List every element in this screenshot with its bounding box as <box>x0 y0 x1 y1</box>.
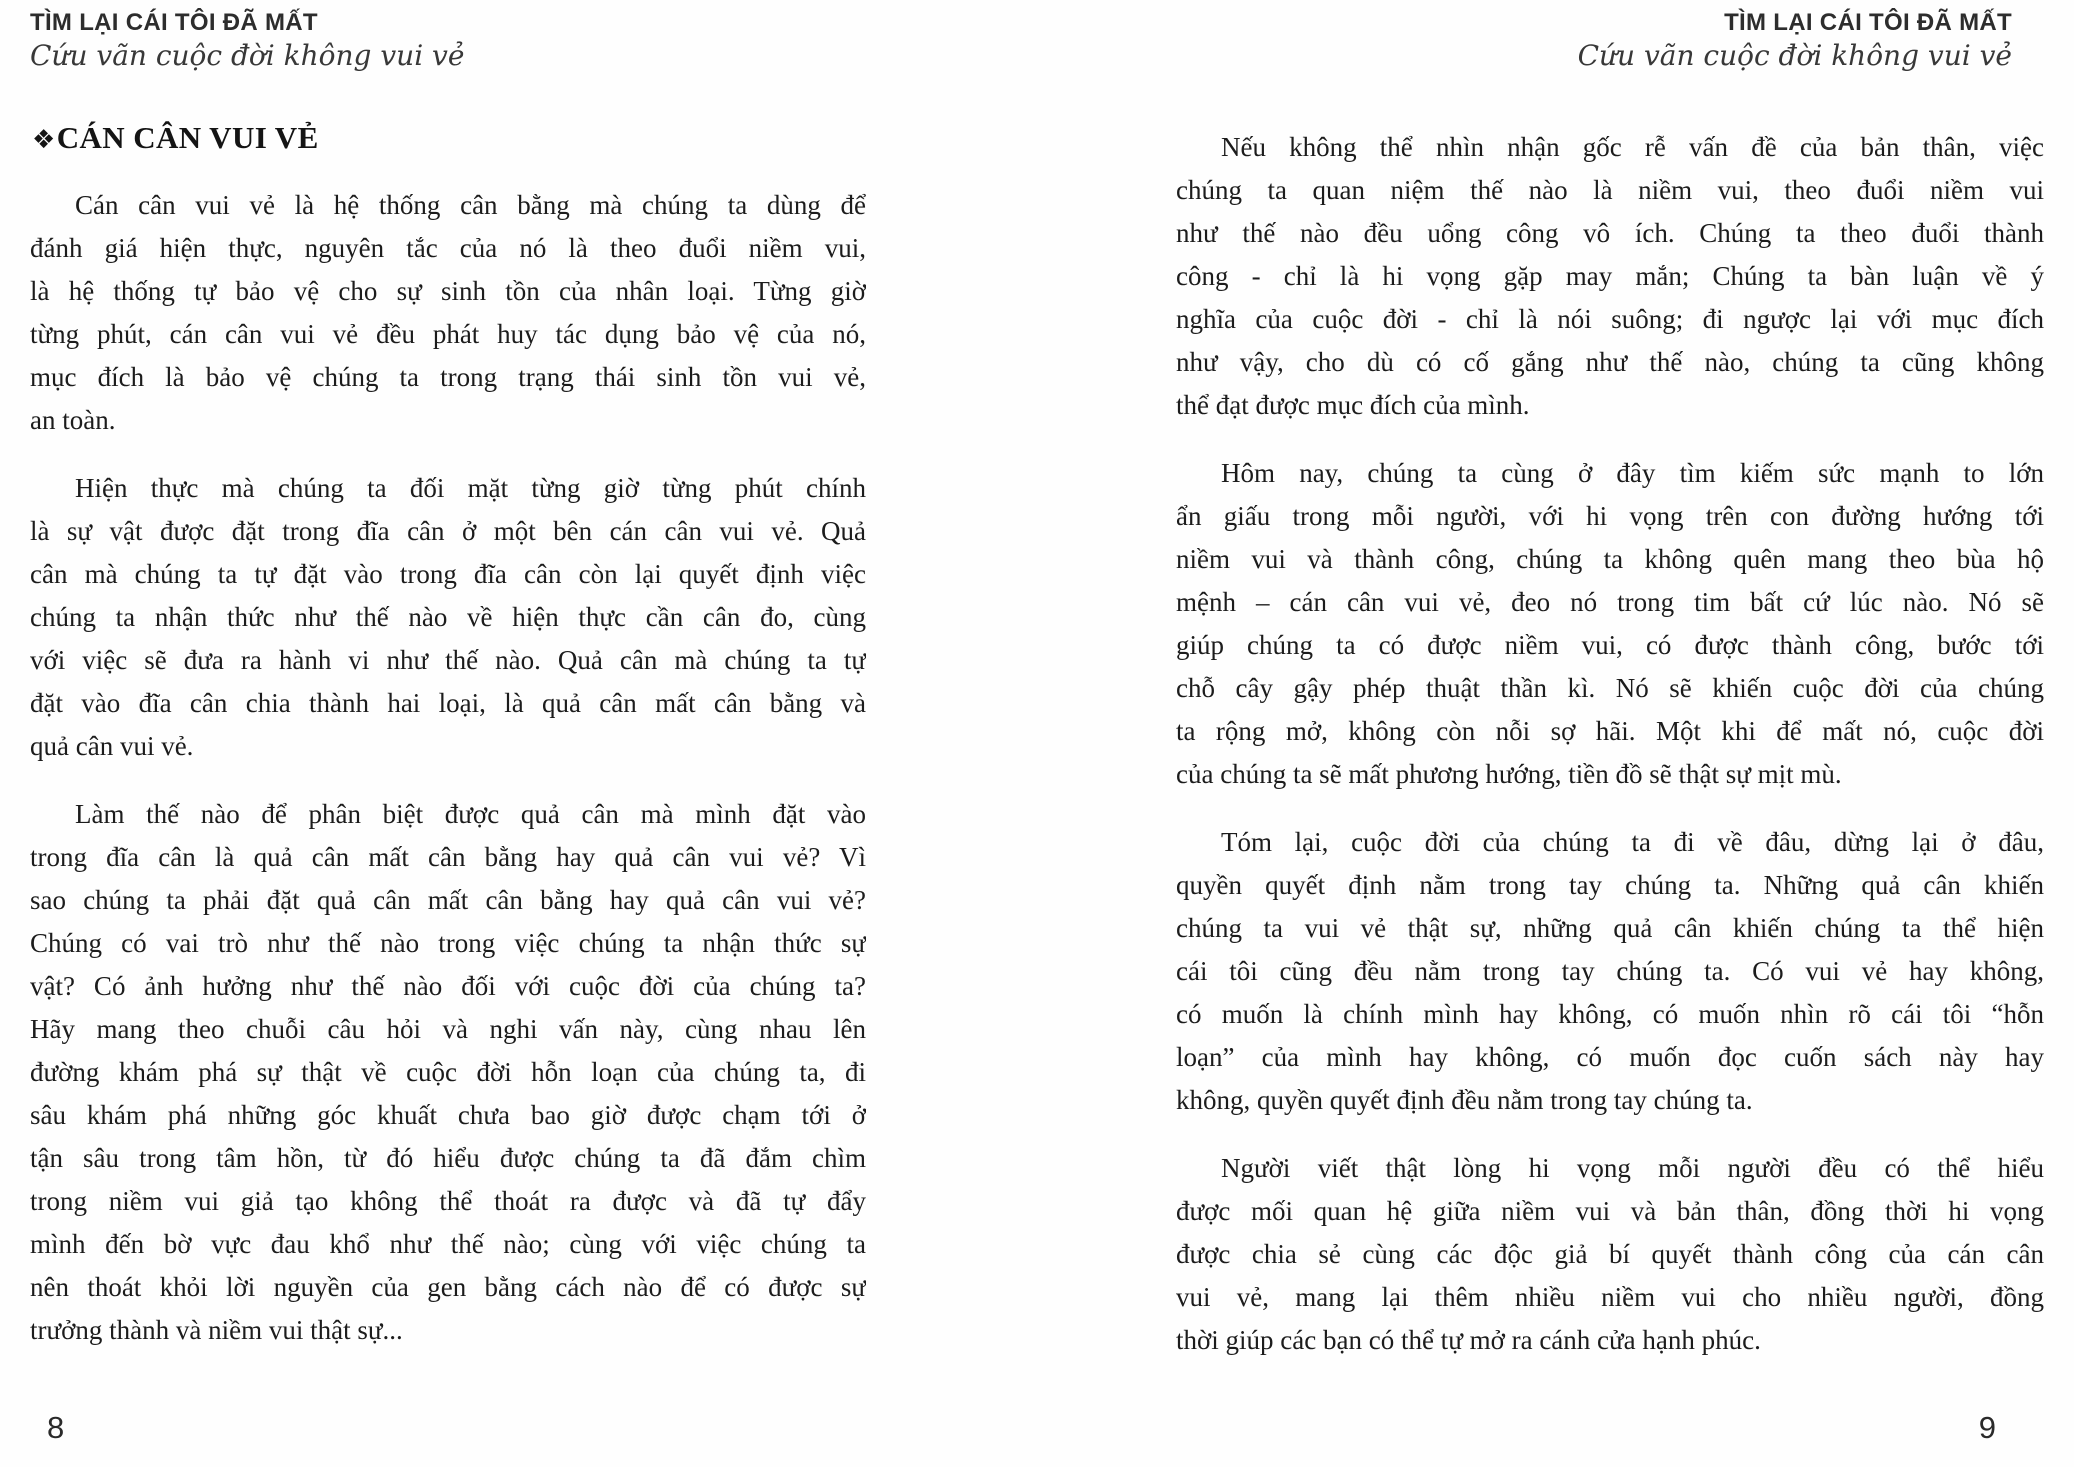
paragraph <box>1176 821 2044 1122</box>
text-line: cái tôi cũng đều nằm trong tay chúng ta. Có vui vẻ hay không, <box>1176 956 2044 986</box>
text-line: là hệ thống tự bảo vệ cho sự sinh tồn của nhân loại. Từng giờ <box>30 276 866 306</box>
running-title: TÌM LẠI CÁI TÔI ĐÃ MẤT <box>1724 9 2012 36</box>
text-line: mình đến bờ vực đau khổ như thế nào; cùng với việc chúng ta <box>30 1229 866 1259</box>
paragraph <box>1176 126 2044 427</box>
text-line: Cán cân vui vẻ là hệ thống cân bằng mà chúng ta dùng để <box>75 190 866 220</box>
text-line: của chúng ta sẽ mất phương hướng, tiền đồ sẽ thật sự mịt mù. <box>1176 759 1842 789</box>
text-line: đường khám phá sự thật về cuộc đời hỗn loạn của chúng ta, đi <box>30 1057 866 1087</box>
text-line: sâu khám phá những góc khuất chưa bao giờ được chạm tới ở <box>30 1100 866 1130</box>
text-line: Chúng có vai trò như thế nào trong việc chúng ta nhận thức sự <box>30 928 866 958</box>
text-line: an toàn. <box>30 405 116 435</box>
paragraph <box>30 793 866 1352</box>
text-line: sao chúng ta phải đặt quả cân mất cân bằng hay quả cân vui vẻ? <box>30 885 866 915</box>
text-line: trong niềm vui giả tạo không thể thoát ra được và đã tự đẩy <box>30 1186 866 1216</box>
text-line: tận sâu trong tâm hồn, từ đó hiểu được chúng ta đã đắm chìm <box>30 1143 866 1173</box>
page-number: 9 <box>1978 1410 1996 1445</box>
text-line: ta rộng mở, không còn nỗi sợ hãi. Một khi để mất nó, cuộc đời <box>1176 716 2044 746</box>
text-line: mục đích là bảo vệ chúng ta trong trạng thái sinh tồn vui vẻ, <box>30 362 866 392</box>
paragraph <box>1176 1147 2044 1362</box>
text-line: nghĩa của cuộc đời - chỉ là nói suông; đi ngược lại với mục đích <box>1176 304 2044 334</box>
text-line: giúp chúng ta có được niềm vui, có được thành công, bước tới <box>1176 630 2044 660</box>
text-line: Hôm nay, chúng ta cùng ở đây tìm kiếm sức mạnh to lớn <box>1221 458 2044 488</box>
text-line: không, quyền quyết định đều nằm trong tay chúng ta. <box>1176 1085 1753 1115</box>
text-line: Làm thế nào để phân biệt được quả cân mà mình đặt vào <box>75 799 866 829</box>
left-page-body <box>30 184 866 1352</box>
text-line: ẩn giấu trong mỗi người, với hi vọng trên con đường hướng tới <box>1176 501 2044 531</box>
text-line: Tóm lại, cuộc đời của chúng ta đi về đâu, dừng lại ở đâu, <box>1221 827 2044 857</box>
text-line: nên thoát khỏi lời nguyền của gen bằng cách nào để có được sự <box>30 1272 866 1302</box>
running-header-right <box>1176 8 2012 74</box>
right-page-body <box>1176 126 2044 1362</box>
paragraph <box>30 467 866 768</box>
text-line: chúng ta vui vẻ thật sự, những quả cân khiến chúng ta thể hiện <box>1176 913 2044 943</box>
text-line: vui vẻ, mang lại thêm nhiều niềm vui cho nhiều người, đồng <box>1176 1282 2044 1312</box>
text-line: trong đĩa cân là quả cân mất cân bằng hay quả cân vui vẻ? Vì <box>30 842 866 872</box>
text-line: được chia sẻ cùng các độc giả bí quyết thành công của cán cân <box>1176 1239 2044 1269</box>
text-line: chúng ta nhận thức như thế nào về hiện thực cần cân đo, cùng <box>30 602 866 632</box>
paragraph <box>30 184 866 442</box>
page-number: 8 <box>47 1410 65 1445</box>
text-line: công - chỉ là hi vọng gặp may mắn; Chúng ta bàn luận về ý <box>1176 261 2044 291</box>
text-line: Nếu không thể nhìn nhận gốc rễ vấn đề của bản thân, việc <box>1221 132 2044 162</box>
text-line: có muốn là chính mình hay không, có muốn nhìn rõ cái tôi “hỗn <box>1176 999 2044 1029</box>
text-line: như thế nào đều uổng công vô ích. Chúng ta theo đuổi thành <box>1176 218 2044 248</box>
text-line: Hiện thực mà chúng ta đối mặt từng giờ từng phút chính <box>75 473 866 503</box>
section-heading <box>32 118 319 160</box>
text-line: chúng ta quan niệm thế nào là niềm vui, theo đuổi niềm vui <box>1176 175 2044 205</box>
text-line: với việc sẽ đưa ra hành vi như thế nào. Quả cân mà chúng ta tự <box>30 645 866 675</box>
text-line: thời giúp các bạn có thể tự mở ra cánh cửa hạnh phúc. <box>1176 1325 1761 1355</box>
text-line: vật? Có ảnh hưởng như thế nào đối với cuộc đời của chúng ta? <box>30 971 866 1001</box>
text-line: mệnh – cán cân vui vẻ, đeo nó trong tim bất cứ lúc nào. Nó sẽ <box>1176 587 2044 617</box>
text-line: chỗ cây gậy phép thuật thần kì. Nó sẽ khiến cuộc đời của chúng <box>1176 673 2044 703</box>
text-line: cân mà chúng ta tự đặt vào trong đĩa cân còn lại quyết định việc <box>30 559 866 589</box>
running-title: TÌM LẠI CÁI TÔI ĐÃ MẤT <box>30 9 318 36</box>
text-line: quả cân vui vẻ. <box>30 731 194 761</box>
diamond-ornament-icon: ❖ <box>32 125 56 155</box>
text-line: được mối quan hệ giữa niềm vui và bản thân, đồng thời hi vọng <box>1176 1196 2044 1226</box>
text-line: từng phút, cán cân vui vẻ đều phát huy tác dụng bảo vệ của nó, <box>30 319 866 349</box>
running-subtitle: Cứu vãn cuộc đời không vui vẻ <box>1577 39 2012 72</box>
text-line: đặt vào đĩa cân chia thành hai loại, là quả cân mất cân bằng và <box>30 688 866 718</box>
running-subtitle: Cứu vãn cuộc đời không vui vẻ <box>30 39 465 72</box>
text-line: niềm vui và thành công, chúng ta không quên mang theo bùa hộ <box>1176 544 2044 574</box>
text-line: như vậy, cho dù có cố gắng như thế nào, chúng ta cũng không <box>1176 347 2044 377</box>
text-line: thể đạt được mục đích của mình. <box>1176 390 1530 420</box>
text-line: quyền quyết định nằm trong tay chúng ta. Những quả cân khiến <box>1176 870 2044 900</box>
text-line: đánh giá hiện thực, nguyên tắc của nó là theo đuổi niềm vui, <box>30 233 866 263</box>
text-line: loạn” của mình hay không, có muốn đọc cuốn sách này hay <box>1176 1042 2044 1072</box>
running-header-left <box>30 8 866 74</box>
text-line: Hãy mang theo chuỗi câu hỏi và nghi vấn này, cùng nhau lên <box>30 1014 866 1044</box>
paragraph <box>1176 452 2044 796</box>
text-line: là sự vật được đặt trong đĩa cân ở một bên cán cân vui vẻ. Quả <box>30 516 866 546</box>
section-heading-text: CÁN CÂN VUI VẺ <box>56 120 319 155</box>
text-line: trưởng thành và niềm vui thật sự... <box>30 1315 403 1345</box>
text-line: Người viết thật lòng hi vọng mỗi người đều có thể hiểu <box>1221 1153 2044 1183</box>
